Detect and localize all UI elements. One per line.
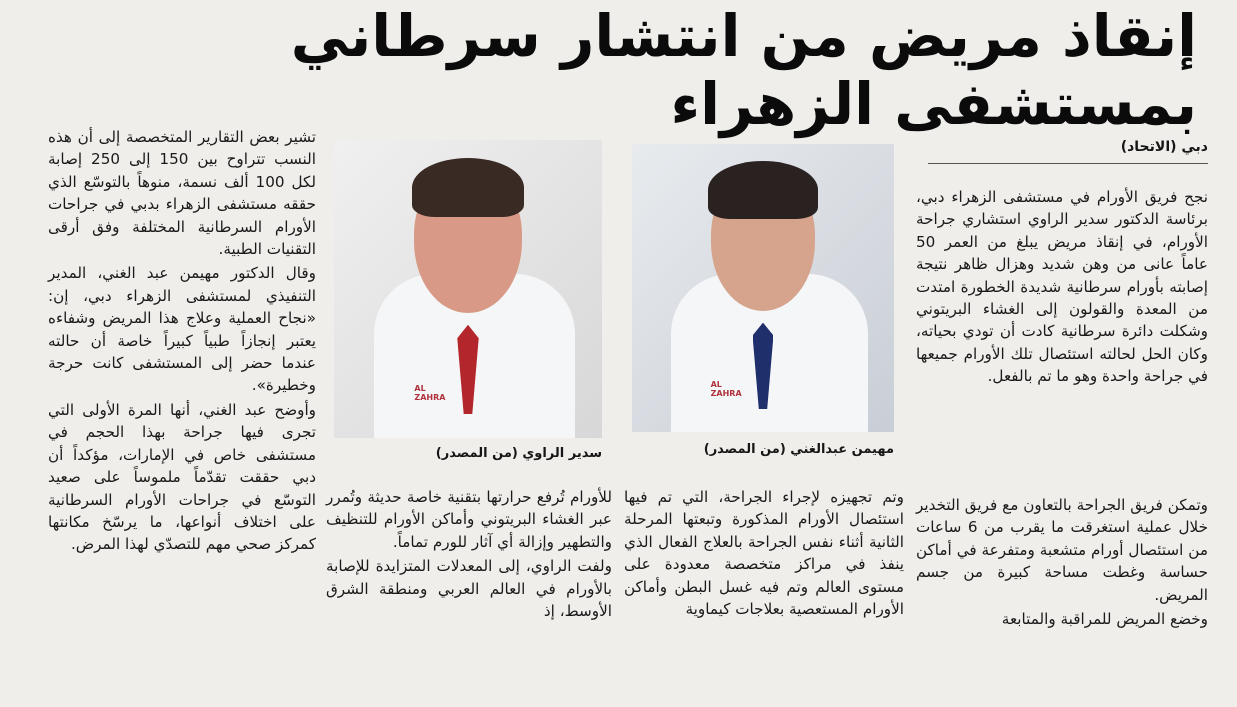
paragraph: وتم تجهيزه لإجراء الجراحة، التي تم فيها استئصال الأورام المذكورة وتبعتها المرحلة الثانية أثناء نفس الجراحة بالعلاج الفعال الذي ينفذ في مراكز متخصصة معدودة على مستوى العالم وتم فيه غسل البطن وأماكن الأورام المستعصية بعلاجات كيماوية [624,488,904,619]
column-4 [48,126,316,678]
paragraph: وتمكن فريق الجراحة بالتعاون مع فريق التخدير خلال عملية استغرقت ما يقرب من 6 ساعات من استئصال أورام متشعبة ومتفرعة في أماكن حساسة وغطت مساحة كبيرة من جسم المريض. [916,496,1208,604]
column-1-bottom [916,494,1208,678]
column-1-top [916,186,1208,486]
dateline: دبي (الاتحاد) [928,133,1208,164]
column-3 [326,486,612,672]
paragraph: وأوضح عبد الغني، أنها المرة الأولى التي تجرى فيها جراحة بهذا الحجم في مستشفى خاص في الإمارات، مؤكداً أن دبي حققت تقدّماً ملموساً على صعيد التوسّع في جراحات الأورام السرطانية على اختلاف أنواعها، ما يرسّخ مكانتها كمركز صحي مهم للتصدّي لهذا المرض. [48,400,316,554]
paragraph: للأورام تُرفع حرارتها بتقنية خاصة حديثة وتُمرر عبر الغشاء البريتوني وأماكن الأورام للتنظيف والتطهير وإزالة أي آثار للورم تماماً. [326,488,612,551]
photo-sudair-alrawi [334,140,602,438]
paragraph: وخضع المريض للمراقبة والمتابعة [1001,610,1208,629]
column-2 [624,486,904,672]
hospital-logo: AL ZAHRA [414,384,446,403]
paragraph: تشير بعض التقارير المتخصصة إلى أن هذه النسب تتراوح بين 150 إلى 250 إصابة لكل 100 ألف نسمة، منوهاً بالتوسّع الذي حققه مستشفى الزهراء بدبي في جراحات الأورام السرطانية المختلفة وفق أرقى التقنيات الطبية. [48,128,316,259]
caption-left-photo: سدير الراوي (من المصدر) [435,446,602,461]
hospital-logo: AL ZAHRA [710,380,742,399]
paragraph: وقال الدكتور مهيمن عبد الغني، المدير التنفيذي لمستشفى الزهراء دبي، إن: «نجاح العملية وعلاج هذا المريض وشفاءه يعتبر إنجازاً طبياً كبيراً خاصة أن حالته عندما حضر إلى المستشفى كانت حرجة وخطيرة». [48,264,316,395]
caption-right-photo: مهيمن عبدالغني (من المصدر) [703,442,894,457]
paragraph: نجح فريق الأورام في مستشفى الزهراء دبي، برئاسة الدكتور سدير الراوي استشاري جراحة الأورام، في إنقاذ مريض يبلغ من العمر 50 عاماً عانى من وهن شديد وهزال ظاهر نتيجة إصابته بأورام سرطانية شديدة الخطورة امتدت من المعدة والقولون إلى الغشاء البريتوني وشكلت دائرة سرطانية كادت أن تودي بحياته، وكان الحل لحالته استئصال تلك الأورام جميعها في جراحة واحدة وهو ما تم بالفعل. [916,188,1208,386]
photo-hair [412,158,525,218]
photo-hair [708,161,818,219]
paragraph: ولفت الراوي، إلى المعدلات المتزايدة للإصابة بالأورام في العالم العربي ومنطقة الشرق الأوسط، إذ [326,557,612,621]
photo-muhaimen-abdulghani [632,144,894,432]
headline: إنقاذ مريض من انتشار سرطاني بمستشفى الزهراء [290,2,1197,138]
